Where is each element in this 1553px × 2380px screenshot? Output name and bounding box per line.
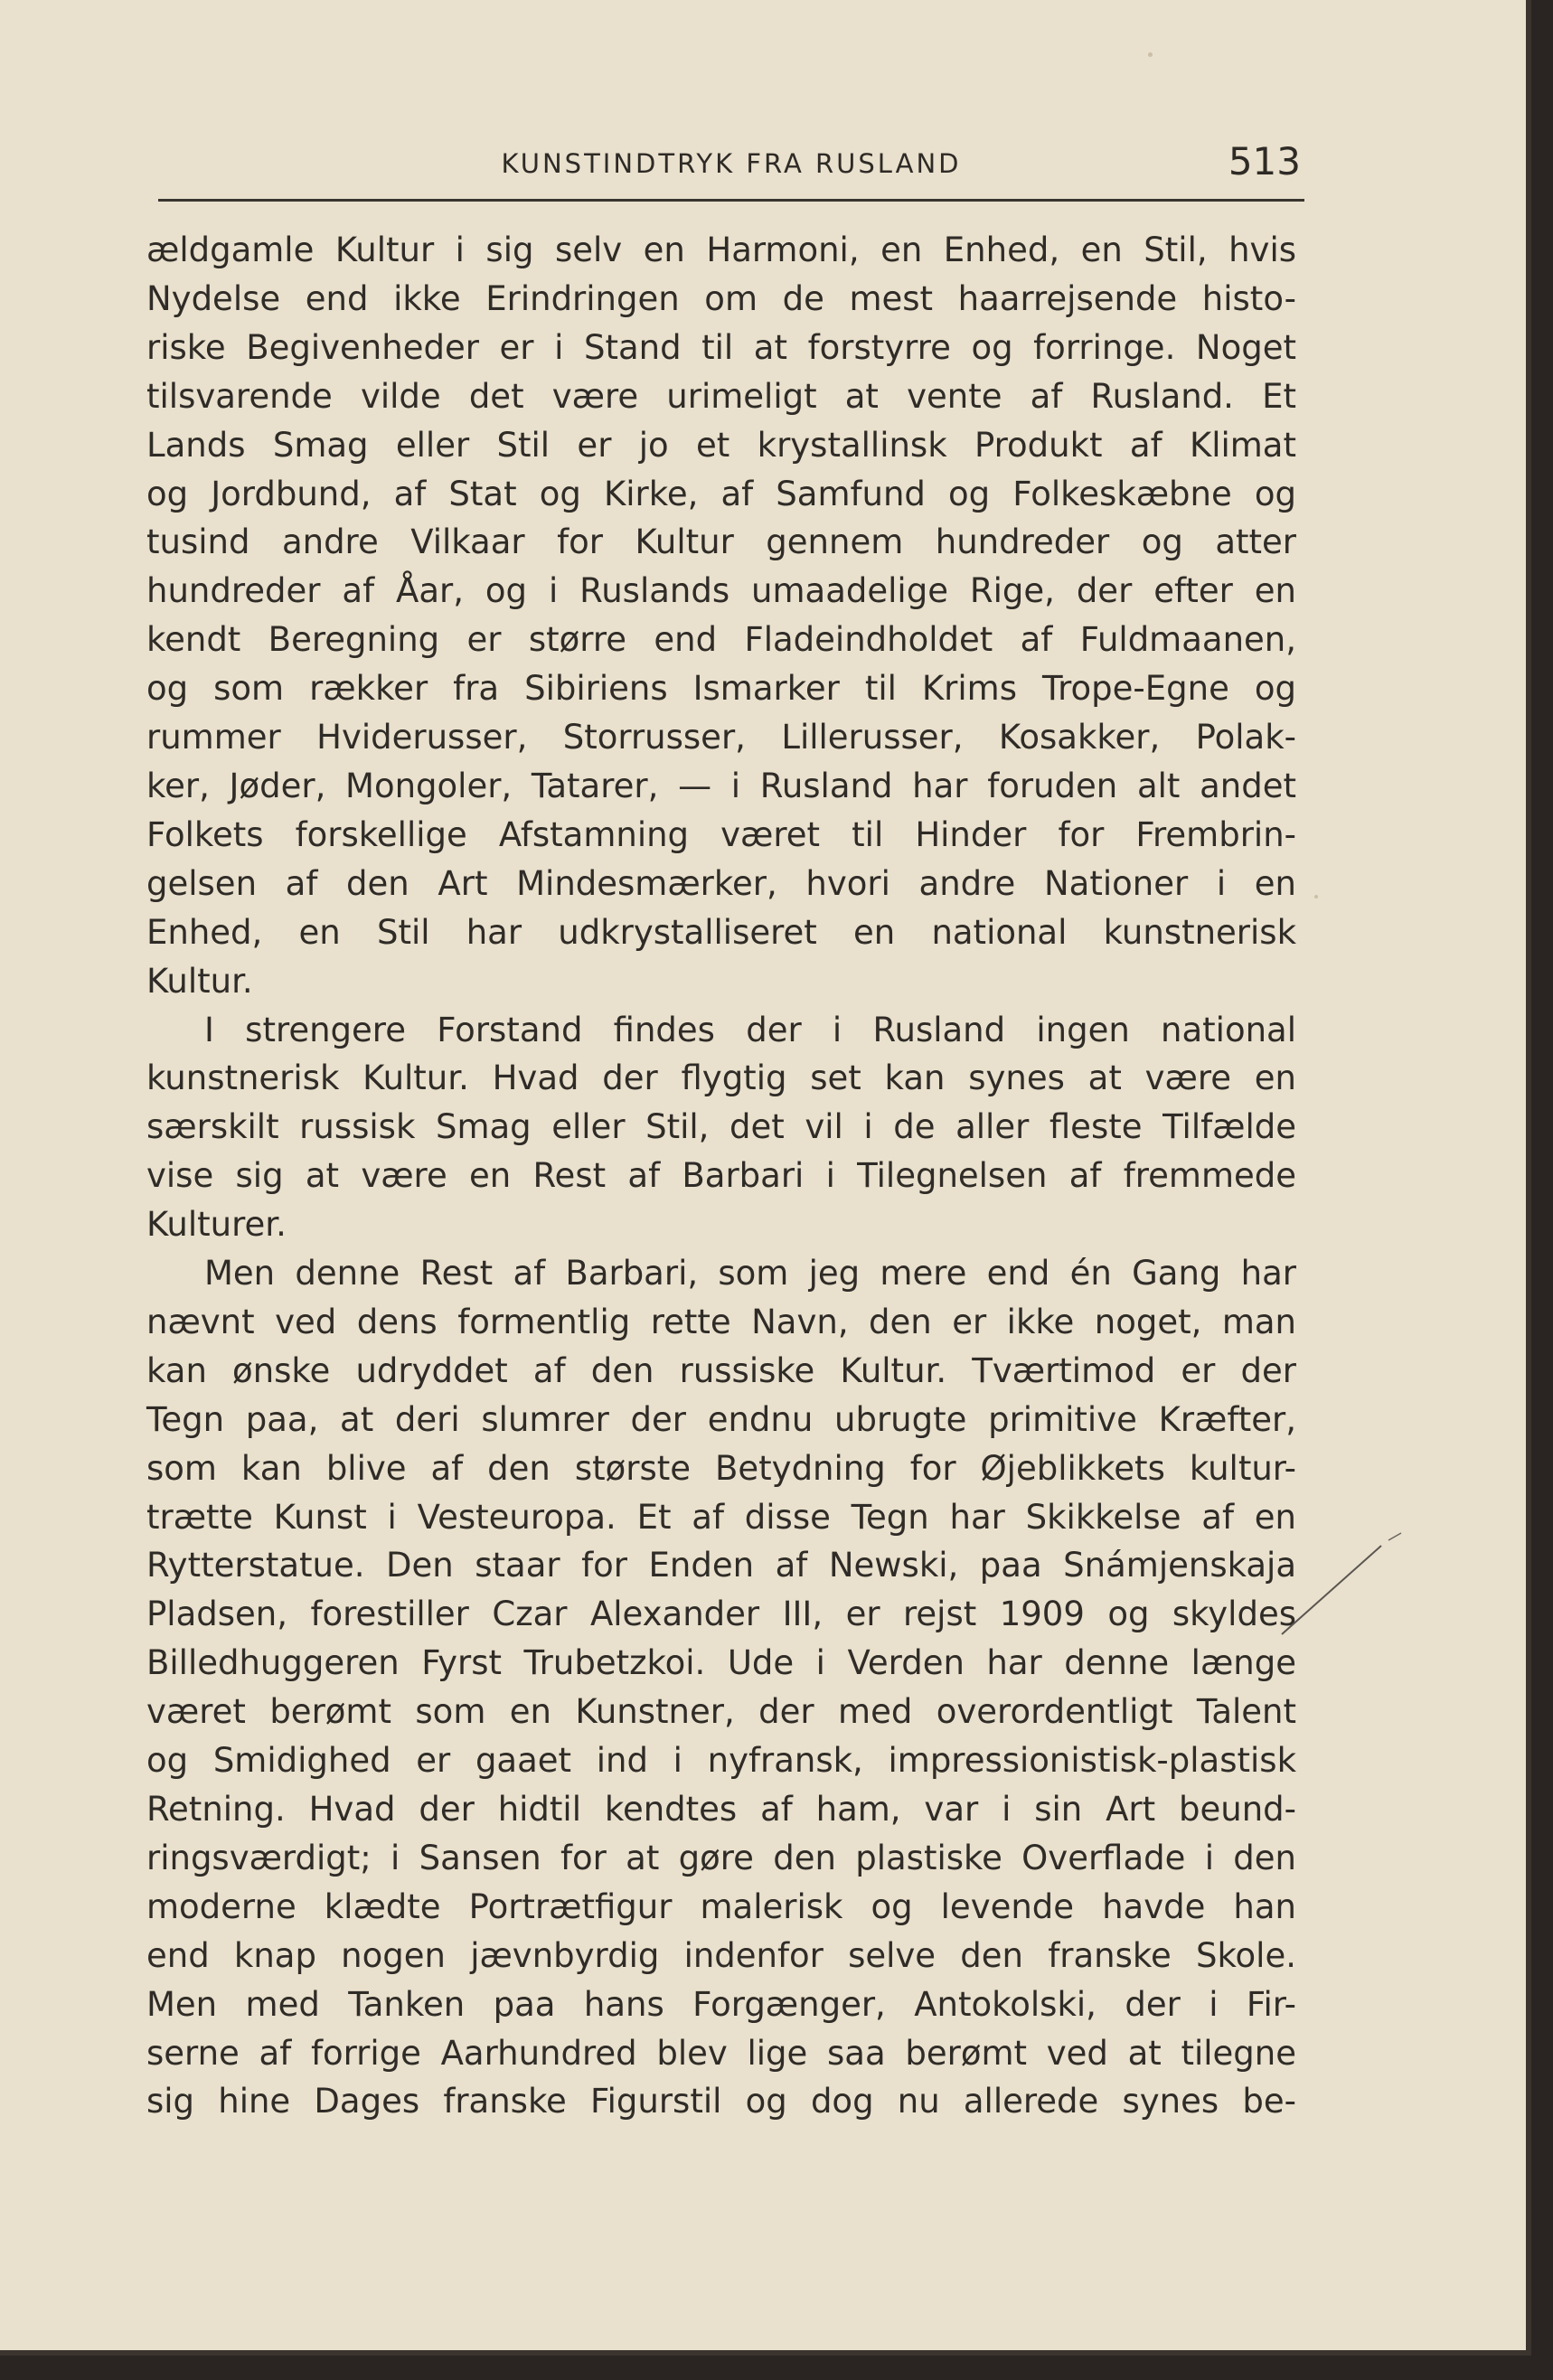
text-line: I strengere Forstand findes der i Rusland ingen national xyxy=(204,1010,1296,1049)
text-line: Men denne Rest af Barbari, som jeg mere end én Gang har xyxy=(204,1254,1296,1293)
text-line: serne af forrige Aarhundred blev lige saa berømt ved at tilegne xyxy=(146,2033,1296,2073)
paper-spot xyxy=(1314,895,1318,898)
text-line: kan ønske udryddet af den russiske Kultur. Tværtimod er der xyxy=(146,1350,1296,1390)
text-line: trætte Kunst i Vesteuropa. Et af disse Tegn har Skikkelse af en xyxy=(146,1497,1296,1537)
paragraph-1 xyxy=(146,226,1296,1006)
text-line: hundreder af Åar, og i Ruslands umaadelige Rige, der efter en xyxy=(146,571,1296,611)
text-line: Folkets forskellige Afstamning været til Hinder for Frembrin- xyxy=(146,814,1296,854)
text-line: kunstnerisk Kultur. Hvad der flygtig set kan synes at være en xyxy=(146,1058,1296,1098)
text-line: Pladsen, forestiller Czar Alexander III, er rejst 1909 og skyldes xyxy=(146,1595,1296,1634)
text-line: kendt Beregning er større end Fladeindholdet af Fuldmaanen, xyxy=(146,620,1296,660)
text-line: gelsen af den Art Mindesmærker, hvori andre Nationer i en xyxy=(146,863,1296,903)
text-line: Enhed, en Stil har udkrystalliseret en national kunstnerisk xyxy=(146,912,1296,952)
text-line: ældgamle Kultur i sig selv en Harmoni, en Enhed, en Stil, hvis xyxy=(146,230,1296,269)
text-line: tusind andre Vilkaar for Kultur gennem hundreder og atter xyxy=(146,522,1296,562)
text-line: vise sig at være en Rest af Barbari i Tilegnelsen af fremmede xyxy=(146,1156,1296,1196)
text-line: Rytterstatue. Den staar for Enden af Newski, paa Snámjenskaja xyxy=(146,1546,1296,1585)
text-line: og Jordbund, af Stat og Kirke, af Samfund og Folkeskæbne og xyxy=(146,474,1296,513)
text-line: ker, Jøder, Mongoler, Tatarer, — i Rusland har foruden alt andet xyxy=(146,766,1296,805)
page-header xyxy=(158,136,1304,202)
text-line: Nydelse end ikke Erindringen om de mest haarrejsende histo- xyxy=(146,278,1296,318)
text-line: sig hine Dages franske Figurstil og dog nu allerede synes be- xyxy=(146,2082,1296,2121)
text-line: og som rækker fra Sibiriens Ismarker til Krims Trope-Egne og xyxy=(146,669,1296,709)
text-line: Tegn paa, at deri slumrer der endnu ubrugte primitive Kræfter, xyxy=(146,1399,1296,1439)
text-line: moderne klædte Portrætfigur malerisk og levende havde han xyxy=(146,1886,1296,1926)
text-line: nævnt ved dens formentlig rette Navn, den er ikke noget, man xyxy=(146,1302,1296,1341)
paper-spot xyxy=(1148,52,1153,57)
pencil-annotation-mark xyxy=(1275,1519,1419,1645)
text-line: Men med Tanken paa hans Forgænger, Antokolski, der i Fir- xyxy=(146,1984,1296,2024)
text-line: Kultur. xyxy=(146,961,253,1001)
paragraph-3 xyxy=(146,1249,1296,2126)
text-line: rummer Hviderusser, Storrusser, Lillerusser, Kosakker, Polak- xyxy=(146,718,1296,757)
text-line: Retning. Hvad der hidtil kendtes af ham, var i sin Art beund- xyxy=(146,1790,1296,1829)
text-line: ringsværdigt; i Sansen for at gøre den plastiske Overflade i den xyxy=(146,1838,1296,1877)
body-text xyxy=(146,226,1296,2126)
text-line: særskilt russisk Smag eller Stil, det vil i de aller fleste Tilfælde xyxy=(146,1107,1296,1147)
paragraph-2 xyxy=(146,1006,1296,1250)
text-line: og Smidighed er gaaet ind i nyfransk, impressionistisk-plastisk xyxy=(146,1741,1296,1781)
text-line: Billedhuggeren Fyrst Trubetzkoi. Ude i Verden har denne længe xyxy=(146,1643,1296,1683)
text-line: tilsvarende vilde det være urimeligt at vente af Rusland. Et xyxy=(146,376,1296,416)
page-number: 513 xyxy=(1228,139,1301,183)
running-title: KUNSTINDTRYK FRA RUSLAND xyxy=(501,148,962,179)
text-line: været berømt som en Kunstner, der med overordentligt Talent xyxy=(146,1692,1296,1732)
text-line: Kulturer. xyxy=(146,1205,287,1245)
text-line: Lands Smag eller Stil er jo et krystallinsk Produkt af Klimat xyxy=(146,425,1296,465)
text-line: end knap nogen jævnbyrdig indenfor selve den franske Skole. xyxy=(146,1935,1296,1975)
text-line: riske Begivenheder er i Stand til at forstyrre og forringe. Noget xyxy=(146,327,1296,367)
text-line: som kan blive af den største Betydning for Øjeblikkets kultur- xyxy=(146,1448,1296,1488)
